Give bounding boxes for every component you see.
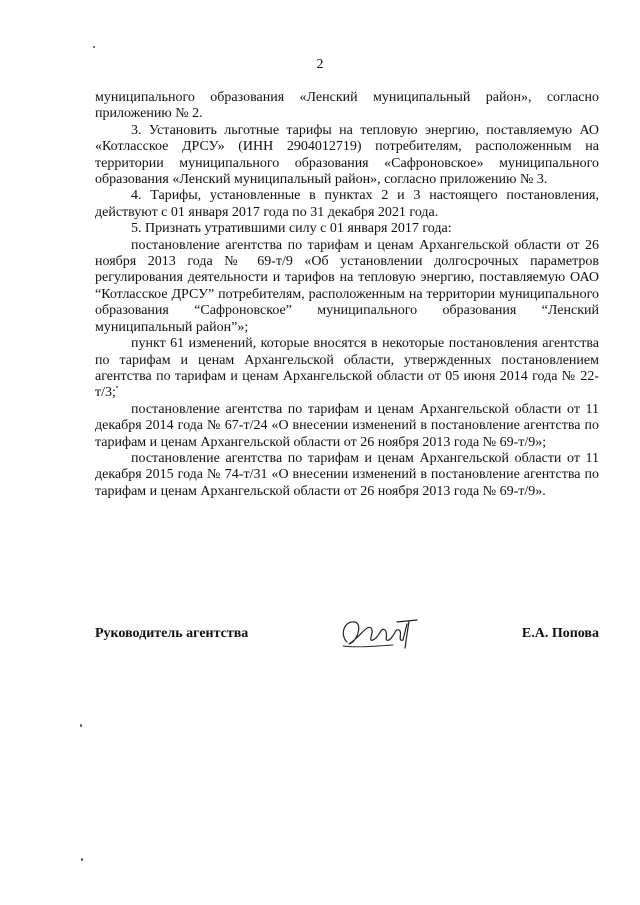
signer-name: Е.А. Попова	[521, 626, 599, 641]
handwritten-signature	[337, 612, 419, 652]
paragraph: 4. Тарифы, установленные в пунктах 2 и 3 настоящего постановления, действуют с 01 января 2017 года по 31 декабря 2021 года.	[95, 188, 599, 220]
document-body	[95, 90, 599, 500]
paragraph: пункт 61 изменений, которые вносятся в некоторые постановления агентства по тарифам и ценам Архангельской области, утвержденных постановлением агентства по тарифам и ценам Архангельской области от 05 июня 2014 года № 22-т/3;	[95, 336, 599, 401]
paragraph: муниципального образования «Ленский муниципальный район», согласно приложению № 2.	[95, 90, 599, 122]
paragraph: постановление агентства по тарифам и ценам Архангельской области от 26 ноября 2013 года № 69-т/9 «Об установлении долгосрочных параметров регулирования деятельности и тарифов на тепловую энергию, поставляемую ОАО “Котласское ДРСУ” потребителям, расположенным на территории муниципального образования “Сафроновское” муниципального образования “Ленский муниципальный район”»;	[95, 237, 599, 335]
paragraph: постановление агентства по тарифам и ценам Архангельской области от 11 декабря 2014 года № 67-т/24 «О внесении изменений в постановление агентства по тарифам и ценам Архангельской области от 26 ноября 2013 года № 69-т/9»;	[95, 401, 599, 450]
scan-speck	[116, 386, 118, 388]
paragraph: 3. Установить льготные тарифы на тепловую энергию, поставляемую АО «Котласское ДРСУ» (ИНН 2904012719) потребителям, расположенным на территории муниципального образования «Сафроновское» муниципального образования «Ленский муниципальный район», согласно приложению № 3.	[95, 122, 599, 188]
scan-speck	[81, 858, 83, 861]
page-number: 2	[316, 57, 324, 72]
signature-block	[95, 612, 599, 662]
signer-position: Руководитель агентства	[95, 626, 249, 641]
scan-speck	[80, 724, 82, 727]
scan-speck	[93, 46, 95, 48]
paragraph: постановление агентства по тарифам и ценам Архангельской области от 11 декабря 2015 года № 74-т/31 «О внесении изменений в постановление агентства по тарифам и ценам Архангельской области от 26 ноября 2013 года № 69-т/9».	[95, 450, 599, 499]
paragraph: 5. Признать утратившими силу с 01 января 2017 года:	[131, 221, 452, 237]
